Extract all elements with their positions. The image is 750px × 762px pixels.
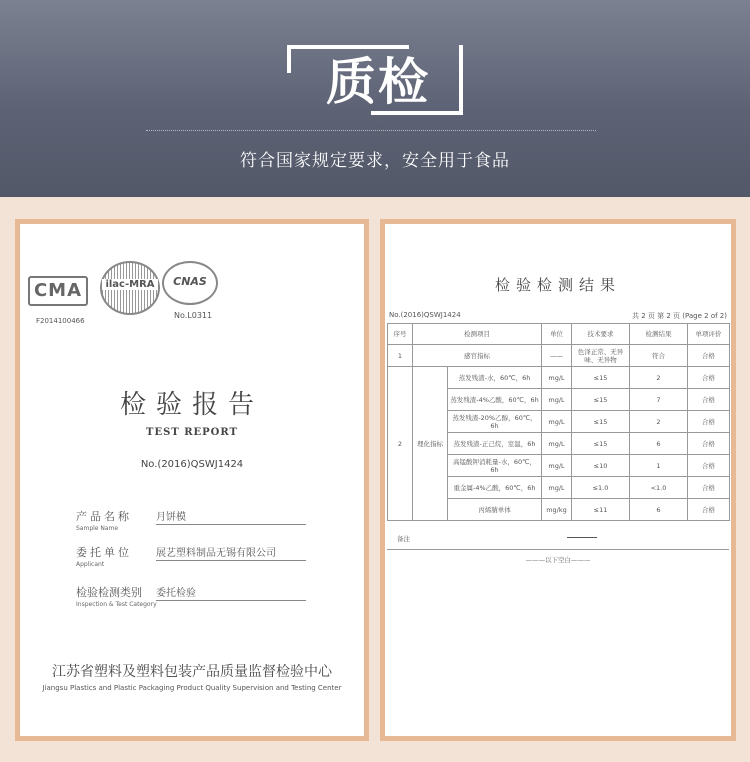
remarks-row [387, 527, 729, 550]
issuer-name-cn: 江苏省塑料及塑料包装产品质量监督检验中心 [52, 664, 332, 680]
report-number: No.(2016)QSWJ1424 [140, 459, 244, 470]
page-subtitle: 符合国家规定要求，安全用于食品 [240, 151, 510, 171]
page-indicator: 共 2 页 第 2 页 (Page 2 of 2) [632, 312, 727, 320]
remarks-dash [567, 537, 597, 538]
cma-logo-icon: CMA [28, 276, 88, 306]
title-frame [287, 45, 463, 115]
category-value: 委托检验 [156, 584, 306, 601]
report-cover-card [15, 219, 369, 741]
certificate-number: F2014100466 [36, 317, 85, 325]
issuer-name-en: Jiangsu Plastics and Plastic Packaging Product Quality Supervision and Testing Center [42, 684, 342, 692]
page-title: 质检 [326, 53, 430, 111]
report-cover-page [20, 224, 364, 736]
lab-number: No.L0311 [174, 311, 213, 320]
table-row: 重金属-4%乙酸，60℃，6h mg/L ≤1.0 <1.0 合格 [388, 477, 730, 499]
results-table [387, 323, 730, 521]
divider [146, 130, 596, 131]
results-title: 检验检测结果 [494, 276, 621, 294]
table-row: 蒸发残渣-正己烷，室温，6h mg/L ≤15 6 合格 [388, 433, 730, 455]
table-row: 1 感官指标 —— 色泽正常、无异味、无异物 符合 合格 [388, 345, 730, 367]
remarks-label: 备注 [397, 535, 410, 543]
applicant-value: 展艺塑料制品无锡有限公司 [156, 544, 306, 561]
ilac-mra-logo-icon: ilac-MRA [100, 261, 160, 315]
results-card [380, 219, 736, 741]
sample-name-value: 月饼模 [156, 508, 306, 525]
report-title-cn: 检验报告 [119, 390, 264, 420]
table-row: 蒸发残渣-20%乙醇，60℃，6h mg/L ≤15 2 合格 [388, 411, 730, 433]
header-banner [0, 0, 750, 197]
field-applicant: 委托单位 Applicant 展艺塑料制品无锡有限公司 [76, 544, 132, 568]
table-row: 2 理化指标 蒸发残渣-水，60℃，6h mg/L ≤15 2 合格 [388, 367, 730, 389]
table-header-row: 序号 检测项目 单位 技术要求 检测结果 单项评价 [388, 324, 730, 345]
end-of-table-note: ———以下空白——— [525, 556, 591, 564]
field-category: 检验检测类别 Inspection & Test Category 委托检验 [76, 584, 157, 608]
table-row: 蒸发残渣-4%乙酸，60℃，6h mg/L ≤15 7 合格 [388, 389, 730, 411]
report-title-en: TEST REPORT [146, 427, 238, 438]
field-sample-name: 产品名称 Sample Name 月饼模 [76, 508, 132, 532]
results-report-number: No.(2016)QSWJ1424 [389, 311, 461, 319]
table-row: 丙烯腈单体 mg/kg ≤11 6 合格 [388, 499, 730, 521]
cnas-logo-icon: CNAS [162, 261, 218, 305]
table-row: 高锰酸钾消耗量-水，60℃，6h mg/L ≤10 1 合格 [388, 455, 730, 477]
results-page [385, 224, 731, 736]
